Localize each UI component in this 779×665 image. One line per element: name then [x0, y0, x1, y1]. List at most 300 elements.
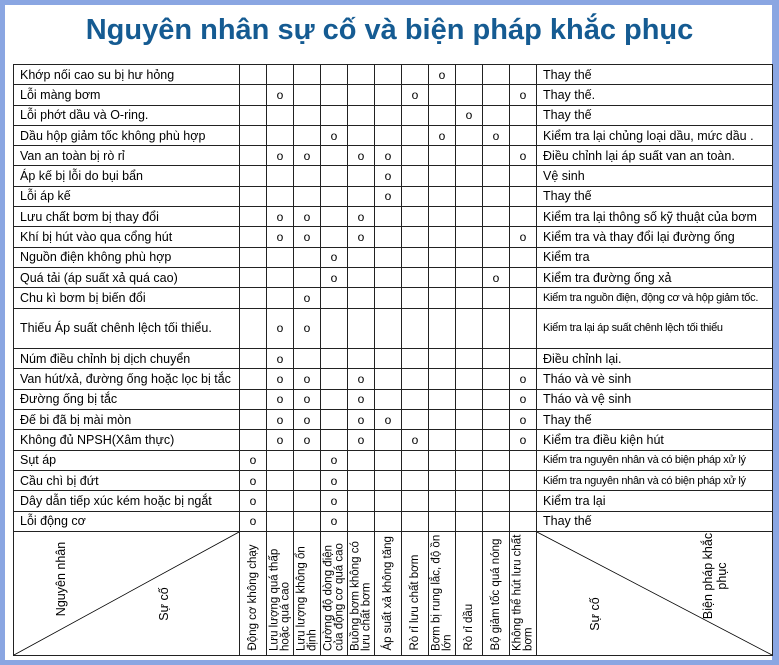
mark-cell-checked: o	[294, 207, 321, 227]
mark-cell-empty	[456, 207, 483, 227]
mark-cell-empty	[456, 186, 483, 206]
remedy-cell: Thay thế	[537, 65, 773, 85]
mark-cell-empty	[510, 470, 537, 490]
mark-cell-empty	[429, 308, 456, 349]
mark-cell-checked: o	[375, 146, 402, 166]
mark-cell-checked: o	[240, 511, 267, 531]
mark-cell-empty	[240, 146, 267, 166]
cause-cell: Đế bi đã bị mài mòn	[14, 410, 240, 430]
mark-cell-empty	[375, 85, 402, 105]
mark-cell-empty	[321, 288, 348, 308]
cause-cell: Dầu hộp giảm tốc không phù hợp	[14, 125, 240, 145]
mark-cell-empty	[240, 247, 267, 267]
mark-cell-empty	[294, 186, 321, 206]
mark-cell-empty	[348, 511, 375, 531]
mark-cell-empty	[483, 308, 510, 349]
mark-cell-empty	[267, 247, 294, 267]
mark-cell-empty	[402, 207, 429, 227]
table-row	[14, 410, 773, 430]
mark-cell-checked: o	[267, 227, 294, 247]
table-row	[14, 389, 773, 409]
symptom-column-header	[375, 531, 402, 655]
mark-cell-checked: o	[510, 146, 537, 166]
mark-cell-empty	[402, 369, 429, 389]
mark-cell-empty	[375, 349, 402, 369]
table-row	[14, 491, 773, 511]
mark-cell-empty	[402, 410, 429, 430]
mark-cell-empty	[483, 450, 510, 470]
mark-cell-empty	[375, 511, 402, 531]
cause-cell: Núm điều chỉnh bị dịch chuyển	[14, 349, 240, 369]
mark-cell-empty	[483, 288, 510, 308]
mark-cell-empty	[456, 308, 483, 349]
mark-cell-empty	[294, 166, 321, 186]
mark-cell-empty	[402, 267, 429, 287]
symptom-label: Động cơ không chạy	[246, 544, 259, 651]
mark-cell-empty	[375, 491, 402, 511]
cause-cell: Khớp nối cao su bị hư hỏng	[14, 65, 240, 85]
mark-cell-empty	[294, 247, 321, 267]
mark-cell-empty	[483, 105, 510, 125]
table-row	[14, 511, 773, 531]
mark-cell-checked: o	[510, 410, 537, 430]
mark-cell-empty	[402, 247, 429, 267]
mark-cell-checked: o	[510, 85, 537, 105]
mark-cell-checked: o	[510, 430, 537, 450]
mark-cell-checked: o	[375, 166, 402, 186]
mark-cell-empty	[375, 450, 402, 470]
mark-cell-empty	[510, 247, 537, 267]
mark-cell-empty	[294, 65, 321, 85]
remedy-cell: Kiểm tra lại thông số kỹ thuật của bơm	[537, 207, 773, 227]
mark-cell-empty	[321, 349, 348, 369]
mark-cell-empty	[375, 207, 402, 227]
mark-cell-checked: o	[321, 125, 348, 145]
mark-cell-empty	[483, 410, 510, 430]
cause-cell: Nguồn điện không phù hợp	[14, 247, 240, 267]
mark-cell-empty	[483, 166, 510, 186]
symptom-label: Bơm bị rung lắc, độ ồn lớn	[430, 534, 453, 651]
mark-cell-empty	[240, 369, 267, 389]
symptom-label: Áp suất xả không tăng	[381, 536, 394, 651]
cause-header-label: Nguyên nhân	[54, 541, 68, 617]
mark-cell-empty	[456, 369, 483, 389]
mark-cell-empty	[267, 105, 294, 125]
mark-cell-empty	[456, 430, 483, 450]
mark-cell-checked: o	[294, 410, 321, 430]
mark-cell-empty	[375, 308, 402, 349]
mark-cell-empty	[321, 105, 348, 125]
cause-symptom-diagonal-header	[14, 531, 240, 655]
mark-cell-empty	[375, 470, 402, 490]
table-row	[14, 85, 773, 105]
mark-cell-empty	[321, 65, 348, 85]
mark-cell-empty	[267, 511, 294, 531]
table-row	[14, 450, 773, 470]
remedy-cell: Kiểm tra lại	[537, 491, 773, 511]
remedy-cell: Thay thế	[537, 186, 773, 206]
cause-cell: Lỗi áp kế	[14, 186, 240, 206]
mark-cell-empty	[429, 227, 456, 247]
mark-cell-empty	[267, 166, 294, 186]
mark-cell-empty	[240, 288, 267, 308]
mark-cell-empty	[240, 410, 267, 430]
mark-cell-empty	[483, 430, 510, 450]
remedy-cell: Tháo và vệ sinh	[537, 389, 773, 409]
symptom-label: Lưu lượng quá thấp hoặc quá cao	[268, 548, 291, 651]
diagonal-line	[537, 532, 772, 655]
remedy-cell: Kiểm tra	[537, 247, 773, 267]
mark-cell-empty	[402, 349, 429, 369]
mark-cell-empty	[267, 267, 294, 287]
symptom-column-header	[321, 531, 348, 655]
mark-cell-checked: o	[294, 430, 321, 450]
mark-cell-empty	[321, 166, 348, 186]
mark-cell-empty	[429, 369, 456, 389]
mark-cell-empty	[456, 349, 483, 369]
mark-cell-empty	[294, 85, 321, 105]
mark-cell-empty	[429, 410, 456, 430]
cause-cell: Khí bị hút vào qua cổng hút	[14, 227, 240, 247]
mark-cell-empty	[429, 470, 456, 490]
mark-cell-empty	[240, 430, 267, 450]
mark-cell-empty	[375, 125, 402, 145]
mark-cell-empty	[348, 186, 375, 206]
mark-cell-empty	[402, 450, 429, 470]
mark-cell-empty	[267, 186, 294, 206]
remedy-cell: Kiểm tra điều kiện hút	[537, 430, 773, 450]
table-row	[14, 288, 773, 308]
symptom-label: Cường độ dòng điện của động cơ quá cao	[322, 542, 345, 651]
mark-cell-empty	[267, 470, 294, 490]
mark-cell-empty	[456, 85, 483, 105]
mark-cell-checked: o	[267, 430, 294, 450]
table-row	[14, 186, 773, 206]
remedy-cell: Kiểm tra lại áp suất chênh lệch tối thiểu	[537, 308, 773, 349]
header-row	[14, 531, 773, 655]
cause-cell: Không đủ NPSH(Xâm thực)	[14, 430, 240, 450]
mark-cell-checked: o	[321, 491, 348, 511]
mark-cell-empty	[267, 288, 294, 308]
mark-cell-checked: o	[348, 227, 375, 247]
mark-cell-empty	[510, 491, 537, 511]
mark-cell-empty	[240, 207, 267, 227]
mark-cell-checked: o	[510, 389, 537, 409]
mark-cell-empty	[348, 349, 375, 369]
mark-cell-checked: o	[267, 410, 294, 430]
symptom-column-header	[240, 531, 267, 655]
mark-cell-empty	[375, 247, 402, 267]
cause-cell: Cầu chì bị đứt	[14, 470, 240, 490]
cause-cell: Dây dẫn tiếp xúc kém hoặc bị ngắt	[14, 491, 240, 511]
troubleshooting-table	[13, 64, 773, 656]
mark-cell-checked: o	[240, 450, 267, 470]
mark-cell-empty	[402, 105, 429, 125]
mark-cell-empty	[483, 85, 510, 105]
symptom-label: Lưu lượng không ổn định	[295, 546, 318, 651]
mark-cell-empty	[456, 166, 483, 186]
mark-cell-empty	[402, 125, 429, 145]
symptom-column-header	[456, 531, 483, 655]
mark-cell-empty	[375, 430, 402, 450]
cause-cell: Chu kì bơm bị biến đổi	[14, 288, 240, 308]
mark-cell-empty	[240, 125, 267, 145]
mark-cell-empty	[483, 146, 510, 166]
mark-cell-empty	[510, 267, 537, 287]
mark-cell-empty	[456, 491, 483, 511]
mark-cell-empty	[240, 349, 267, 369]
mark-cell-empty	[483, 470, 510, 490]
mark-cell-empty	[348, 166, 375, 186]
mark-cell-empty	[510, 166, 537, 186]
symptom-label: Rò rỉ dầu	[462, 604, 475, 651]
cause-cell: Lỗi màng bơm	[14, 85, 240, 105]
table-row	[14, 227, 773, 247]
table-row	[14, 470, 773, 490]
mark-cell-empty	[240, 186, 267, 206]
mark-cell-empty	[456, 227, 483, 247]
mark-cell-empty	[456, 450, 483, 470]
symptom-column-header	[510, 531, 537, 655]
remedy-cell: Kiểm tra đường ống xả	[537, 267, 773, 287]
mark-cell-empty	[456, 389, 483, 409]
remedy-cell: Điều chỉnh lại.	[537, 349, 773, 369]
mark-cell-empty	[321, 410, 348, 430]
mark-cell-empty	[510, 349, 537, 369]
mark-cell-empty	[429, 146, 456, 166]
mark-cell-empty	[510, 207, 537, 227]
mark-cell-empty	[267, 491, 294, 511]
cause-cell: Van hút/xả, đường ống hoặc lọc bị tắc	[14, 369, 240, 389]
diagonal-line	[14, 532, 239, 655]
mark-cell-checked: o	[375, 410, 402, 430]
mark-cell-empty	[402, 470, 429, 490]
mark-cell-empty	[348, 65, 375, 85]
remedy-cell: Thay thế	[537, 410, 773, 430]
mark-cell-empty	[375, 227, 402, 247]
mark-cell-empty	[402, 511, 429, 531]
table-row	[14, 146, 773, 166]
mark-cell-empty	[348, 125, 375, 145]
mark-cell-empty	[402, 166, 429, 186]
symptom-header-label: Sự cố	[588, 597, 602, 631]
mark-cell-empty	[456, 247, 483, 267]
table-row	[14, 430, 773, 450]
cause-cell: Lỗi phớt dầu và O-ring.	[14, 105, 240, 125]
symptom-column-header	[348, 531, 375, 655]
symptom-label: Buồng bơm không có lưu chất bơm	[349, 540, 372, 651]
symptom-label: Bộ giảm tốc quá nóng	[489, 538, 502, 651]
symptom-header-label: Sự cố	[157, 587, 171, 621]
mark-cell-empty	[375, 65, 402, 85]
mark-cell-empty	[375, 389, 402, 409]
mark-cell-empty	[402, 491, 429, 511]
page-title: Nguyên nhân sự cố và biện pháp khắc phục	[85, 14, 694, 46]
mark-cell-checked: o	[348, 207, 375, 227]
table-row	[14, 166, 773, 186]
mark-cell-empty	[321, 308, 348, 349]
remedy-cell: Thay thế	[537, 511, 773, 531]
mark-cell-empty	[483, 349, 510, 369]
table-row	[14, 267, 773, 287]
mark-cell-empty	[294, 511, 321, 531]
mark-cell-empty	[483, 207, 510, 227]
cause-cell: Đường ống bị tắc	[14, 389, 240, 409]
mark-cell-checked: o	[267, 85, 294, 105]
mark-cell-empty	[456, 470, 483, 490]
mark-cell-empty	[456, 410, 483, 430]
mark-cell-empty	[294, 349, 321, 369]
mark-cell-empty	[402, 65, 429, 85]
mark-cell-empty	[429, 267, 456, 287]
mark-cell-empty	[321, 85, 348, 105]
mark-cell-empty	[429, 511, 456, 531]
mark-cell-empty	[456, 146, 483, 166]
symptom-column-header	[267, 531, 294, 655]
mark-cell-empty	[294, 450, 321, 470]
mark-cell-empty	[375, 369, 402, 389]
mark-cell-empty	[510, 450, 537, 470]
mark-cell-empty	[348, 491, 375, 511]
mark-cell-empty	[510, 308, 537, 349]
mark-cell-checked: o	[321, 450, 348, 470]
mark-cell-empty	[294, 267, 321, 287]
mark-cell-empty	[348, 470, 375, 490]
mark-cell-empty	[510, 511, 537, 531]
mark-cell-empty	[456, 288, 483, 308]
table-row	[14, 308, 773, 349]
mark-cell-empty	[483, 369, 510, 389]
cause-cell: Lỗi động cơ	[14, 511, 240, 531]
mark-cell-checked: o	[375, 186, 402, 206]
remedy-cell: Thay thế	[537, 105, 773, 125]
mark-cell-empty	[348, 85, 375, 105]
mark-cell-empty	[348, 267, 375, 287]
table-row	[14, 65, 773, 85]
mark-cell-checked: o	[294, 369, 321, 389]
symptom-column-header	[429, 531, 456, 655]
mark-cell-empty	[267, 450, 294, 470]
mark-cell-empty	[240, 105, 267, 125]
remedy-cell: Vệ sinh	[537, 166, 773, 186]
mark-cell-checked: o	[348, 389, 375, 409]
mark-cell-empty	[375, 288, 402, 308]
mark-cell-empty	[240, 308, 267, 349]
mark-cell-empty	[483, 227, 510, 247]
mark-cell-empty	[321, 146, 348, 166]
mark-cell-empty	[510, 288, 537, 308]
mark-cell-checked: o	[510, 369, 537, 389]
remedy-cell: Kiểm tra và thay đổi lại đường ống	[537, 227, 773, 247]
mark-cell-empty	[348, 105, 375, 125]
mark-cell-empty	[294, 491, 321, 511]
mark-cell-empty	[402, 186, 429, 206]
mark-cell-checked: o	[267, 389, 294, 409]
table-row	[14, 125, 773, 145]
mark-cell-empty	[429, 450, 456, 470]
mark-cell-checked: o	[483, 125, 510, 145]
mark-cell-empty	[429, 288, 456, 308]
mark-cell-empty	[483, 511, 510, 531]
cause-cell: Quá tải (áp suất xả quá cao)	[14, 267, 240, 287]
mark-cell-empty	[483, 491, 510, 511]
mark-cell-checked: o	[348, 430, 375, 450]
mark-cell-checked: o	[483, 267, 510, 287]
mark-cell-empty	[240, 65, 267, 85]
mark-cell-empty	[456, 65, 483, 85]
symptom-remedy-diagonal-header	[537, 531, 773, 655]
mark-cell-empty	[240, 267, 267, 287]
mark-cell-checked: o	[294, 146, 321, 166]
mark-cell-empty	[483, 186, 510, 206]
symptom-label: Rò rỉ lưu chất bơm	[408, 555, 421, 651]
cause-cell: Lưu chất bơm bị thay đổi	[14, 207, 240, 227]
mark-cell-empty	[510, 186, 537, 206]
mark-cell-checked: o	[294, 389, 321, 409]
remedy-cell: Thay thế.	[537, 85, 773, 105]
mark-cell-empty	[294, 125, 321, 145]
remedy-cell: Điều chỉnh lại áp suất van an toàn.	[537, 146, 773, 166]
mark-cell-empty	[402, 389, 429, 409]
mark-cell-empty	[294, 105, 321, 125]
mark-cell-empty	[429, 349, 456, 369]
symptom-label: Không thể hút lưu chất bơm	[511, 534, 534, 651]
mark-cell-empty	[456, 511, 483, 531]
mark-cell-empty	[402, 227, 429, 247]
mark-cell-empty	[429, 85, 456, 105]
mark-cell-empty	[456, 125, 483, 145]
table-row	[14, 369, 773, 389]
mark-cell-checked: o	[240, 470, 267, 490]
mark-cell-empty	[429, 186, 456, 206]
remedy-cell: Kiểm tra lại chủng loại dầu, mức dầu .	[537, 125, 773, 145]
mark-cell-empty	[240, 227, 267, 247]
remedy-cell: Kiểm tra nguyên nhân và có biện pháp xử lý	[537, 450, 773, 470]
mark-cell-empty	[348, 450, 375, 470]
table-row	[14, 349, 773, 369]
mark-cell-checked: o	[456, 105, 483, 125]
mark-cell-empty	[429, 105, 456, 125]
mark-cell-checked: o	[267, 369, 294, 389]
mark-cell-empty	[321, 369, 348, 389]
mark-cell-checked: o	[294, 308, 321, 349]
table-row	[14, 105, 773, 125]
symptom-column-header	[294, 531, 321, 655]
mark-cell-empty	[483, 247, 510, 267]
mark-cell-checked: o	[348, 146, 375, 166]
mark-cell-empty	[429, 491, 456, 511]
mark-cell-empty	[321, 186, 348, 206]
remedy-cell: Kiểm tra nguyên nhân và có biện pháp xử lý	[537, 470, 773, 490]
mark-cell-empty	[402, 288, 429, 308]
mark-cell-empty	[321, 227, 348, 247]
mark-cell-empty	[348, 288, 375, 308]
mark-cell-checked: o	[321, 470, 348, 490]
mark-cell-empty	[267, 125, 294, 145]
mark-cell-empty	[375, 105, 402, 125]
mark-cell-empty	[402, 146, 429, 166]
symptom-column-header	[402, 531, 429, 655]
remedy-cell: Tháo và vè sinh	[537, 369, 773, 389]
cause-cell: Áp kế bị lỗi do bụi bẩn	[14, 166, 240, 186]
mark-cell-empty	[375, 267, 402, 287]
cause-cell: Thiếu Áp suất chênh lệch tối thiểu.	[14, 308, 240, 349]
table-row	[14, 207, 773, 227]
mark-cell-checked: o	[321, 267, 348, 287]
remedy-cell: Kiểm tra nguồn điện, động cơ và hộp giảm tốc.	[537, 288, 773, 308]
mark-cell-empty	[294, 470, 321, 490]
mark-cell-checked: o	[348, 410, 375, 430]
